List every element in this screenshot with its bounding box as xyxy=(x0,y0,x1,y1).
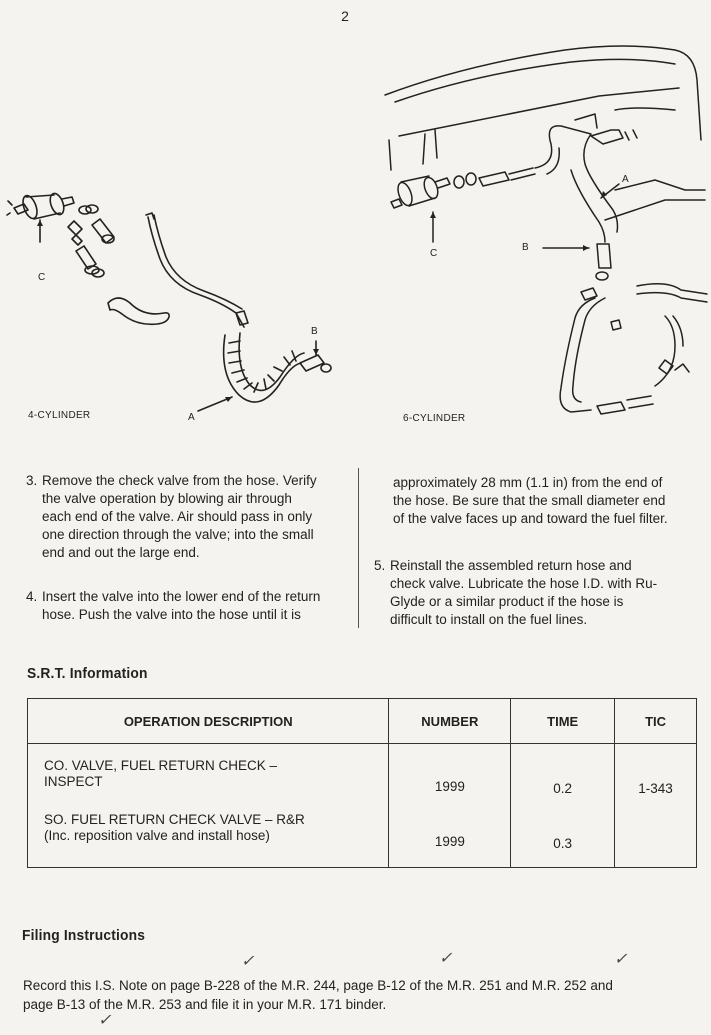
engine-block xyxy=(385,46,705,220)
return-hose-6cyl xyxy=(535,126,618,232)
fuel-filter-6cyl xyxy=(391,176,450,208)
step-3-line: each end of the valve. Air should pass in only xyxy=(42,509,313,524)
figure-4-cylinder xyxy=(0,185,350,430)
step-5-line: check valve. Lubricate the hose I.D. with Ru- xyxy=(390,576,658,591)
operation-1-line1: CO. VALVE, FUEL RETURN CHECK – xyxy=(44,758,278,773)
number-cell xyxy=(389,744,511,868)
header-number: NUMBER xyxy=(389,699,511,744)
step-3-line: Remove the check valve from the hose. Verify xyxy=(42,473,317,488)
lower-fuel-lines xyxy=(560,298,605,412)
header-time: TIME xyxy=(511,699,615,744)
column-divider xyxy=(358,468,359,628)
check-mark: ✓ xyxy=(98,1010,112,1029)
check-mark: ✓ xyxy=(439,948,453,967)
step-5-line: Glyde or a similar product if the hose is xyxy=(390,594,624,609)
fuel-filter-4cyl xyxy=(7,192,74,221)
time-value-1: 0.2 xyxy=(553,781,573,796)
step-4-line: hose. Push the valve into the hose until it is xyxy=(42,607,301,622)
filing-line-2: page B-13 of the M.R. 253 and file it in your M.R. 171 binder. xyxy=(23,997,387,1012)
srt-table xyxy=(27,698,697,868)
check-mark: ✓ xyxy=(241,951,255,970)
number-value-2: 1999 xyxy=(434,834,465,849)
tic-value-1: 1-343 xyxy=(638,781,673,796)
figure-label-6-cylinder: 6-CYLINDER xyxy=(403,413,466,424)
operation-2-line2: (Inc. reposition valve and install hose) xyxy=(44,828,270,843)
step-4 xyxy=(26,588,346,624)
step-4-cont-line: the hose. Be sure that the small diameter end xyxy=(393,493,666,508)
operation-cell xyxy=(28,744,389,868)
callout-c-left: C xyxy=(38,272,46,283)
time-cell xyxy=(511,744,615,868)
srt-header-row xyxy=(28,699,697,744)
step-3-line: the valve operation by blowing air through xyxy=(42,491,292,506)
page-number: 2 xyxy=(341,8,349,24)
callout-c-right: C xyxy=(430,248,438,259)
operation-row-2 xyxy=(44,812,388,844)
filing-text xyxy=(23,976,703,1014)
step-5-line: Reinstall the assembled return hose and xyxy=(390,558,632,573)
step-4-cont-line: of the valve faces up and toward the fuel filter. xyxy=(393,511,668,526)
callout-a-right: A xyxy=(622,174,629,185)
operation-2-line1: SO. FUEL RETURN CHECK VALVE – R&R xyxy=(44,812,305,827)
callout-a-left: A xyxy=(188,412,195,423)
check-valve-6cyl xyxy=(597,244,611,268)
callout-b-right: B xyxy=(522,242,529,253)
step-4-line: Insert the valve into the lower end of the return xyxy=(42,589,321,604)
step-4-cont-line: approximately 28 mm (1.1 in) from the end of xyxy=(393,475,663,490)
step-3 xyxy=(26,472,346,562)
step-3-line: one direction through the valve; into the small xyxy=(42,527,314,542)
filing-line-1: Record this I.S. Note on page B-228 of the M.R. 244, page B-12 of the M.R. 251 and M.R. 252 and xyxy=(23,978,613,993)
return-hose-4cyl xyxy=(224,333,304,402)
time-value-2: 0.3 xyxy=(553,836,573,851)
filing-title: Filing Instructions xyxy=(22,927,146,944)
figure-label-4-cylinder: 4-CYLINDER xyxy=(28,410,91,421)
figure-6-cylinder xyxy=(375,40,711,430)
step-4-continued xyxy=(393,474,698,528)
callout-b-left: B xyxy=(311,326,318,337)
hose-piece-4cyl xyxy=(108,298,169,324)
header-operation: OPERATION DESCRIPTION xyxy=(28,699,389,744)
header-tic: TIC xyxy=(615,699,697,744)
step-4-number: 4. xyxy=(26,589,38,604)
srt-title: S.R.T. Information xyxy=(27,665,148,682)
step-5-line: difficult to install on the fuel lines. xyxy=(390,612,588,627)
srt-body-row xyxy=(28,744,697,868)
fuel-line-4cyl xyxy=(148,215,244,327)
operation-row-1 xyxy=(44,758,388,790)
operation-1-line2: INSPECT xyxy=(44,774,103,789)
step-5 xyxy=(374,557,694,629)
step-3-number: 3. xyxy=(26,473,38,488)
fittings-4cyl xyxy=(68,205,114,277)
step-5-number: 5. xyxy=(374,558,386,573)
number-value-1: 1999 xyxy=(434,779,465,794)
step-3-line: end and out the large end. xyxy=(42,545,200,560)
check-mark: ✓ xyxy=(614,949,628,968)
tic-cell xyxy=(615,744,697,868)
